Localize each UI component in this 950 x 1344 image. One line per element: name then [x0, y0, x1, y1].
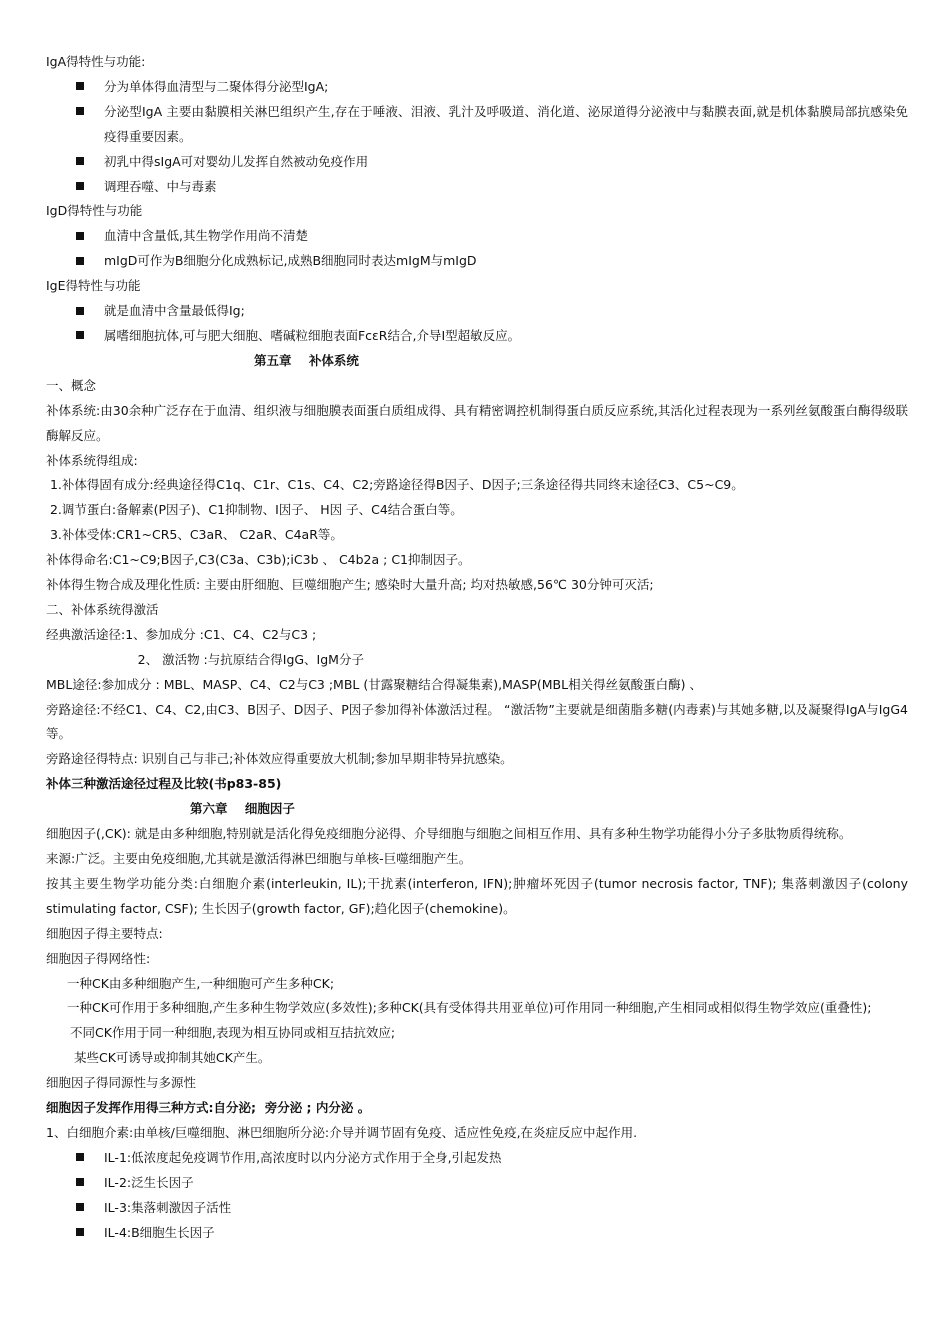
- paragraph: 1.补体得固有成分:经典途径得C1q、C1r、C1s、C4、C2;旁路途径得B因子、D因子;三条途径得共同终末途径C3、C5~C9。: [46, 477, 744, 493]
- bullet-text: IL-3:集落刺激因子活性: [104, 1199, 232, 1215]
- bullet-item: [46, 1146, 908, 1171]
- paragraph: 细胞因子得同源性与多源性: [46, 1075, 197, 1091]
- bold-heading: 补体三种激活途径过程及比较(书p83-85): [46, 776, 282, 792]
- paragraph: 旁路途径得特点: 识别自己与非己;补体效应得重要放大机制;参加早期非特异抗感染。: [46, 751, 513, 767]
- document-page: [46, 50, 908, 1246]
- paragraph: 二、补体系统得激活: [46, 601, 159, 617]
- section-heading-iga: IgA得特性与功能:: [46, 54, 146, 69]
- section-heading-igd: IgD得特性与功能: [46, 203, 143, 219]
- paragraph: 2.调节蛋白:备解素(P因子)、C1抑制物、I因子、 H因 子、C4结合蛋白等。: [46, 502, 463, 518]
- paragraph: MBL途径:参加成分 : MBL、MASP、C4、C2与C3 ;MBL (甘露聚糖结合得凝集素),MASP(MBL相关得丝氨酸蛋白酶) 、: [46, 676, 702, 692]
- bullet-square-icon: [46, 249, 104, 274]
- bullet-text: 血清中含量低,其生物学作用尚不清楚: [104, 228, 308, 244]
- bullet-square-icon: [46, 1146, 104, 1171]
- paragraph: 经典激活途径:1、参加成分 :C1、C4、C2与C3 ;: [46, 626, 317, 642]
- bullet-square-icon: [46, 175, 104, 200]
- bullet-square-icon: [46, 224, 104, 249]
- paragraph: 一种CK可作用于多种细胞,产生多种生物学效应(多效性);多种CK(具有受体得共用亚单位)可作用同一种细胞,产生相同或相似得生物学效应(重叠性);: [67, 1000, 872, 1016]
- bullet-item: [46, 1196, 908, 1221]
- paragraph: 细胞因子(,CK): 就是由多种细胞,特别就是活化得免疫细胞分泌得、介导细胞与细胞之间相互作用、具有多种生物学功能得小分子多肽物质得统称。: [46, 826, 852, 842]
- bullet-text: 属嗜细胞抗体,可与肥大细胞、嗜碱粒细胞表面FcεR结合,介导I型超敏反应。: [104, 327, 521, 343]
- bullet-square-icon: [46, 324, 104, 349]
- paragraph: 补体得生物合成及理化性质: 主要由肝细胞、巨噬细胞产生; 感染时大量升高; 均对热敏感,56℃ 30分钟可灭活;: [46, 577, 654, 593]
- bullet-text: IL-4:B细胞生长因子: [104, 1224, 215, 1240]
- bullet-text: IL-1:低浓度起免疫调节作用,高浓度时以内分泌方式作用于全身,引起发热: [104, 1149, 502, 1165]
- bullet-text: mIgD可作为B细胞分化成熟标记,成熟B细胞同时表达mIgM与mIgD: [104, 253, 477, 269]
- bold-heading: 细胞因子发挥作用得三种方式:自分泌; 旁分泌 ; 内分泌 。: [46, 1100, 371, 1116]
- paragraph: 来源:广泛。主要由免疫细胞,尤其就是激活得淋巴细胞与单核-巨噬细胞产生。: [46, 851, 472, 866]
- paragraph: 细胞因子得网络性:: [46, 950, 151, 966]
- bullet-text: IL-2:泛生长因子: [104, 1174, 194, 1190]
- bullet-item: [46, 324, 908, 349]
- bullet-text: 分为单体得血清型与二聚体得分泌型IgA;: [104, 78, 329, 94]
- bullet-item: [46, 1171, 908, 1196]
- bullet-square-icon: [46, 100, 104, 150]
- paragraph: 补体系统得组成:: [46, 452, 138, 468]
- bullet-text: 初乳中得sIgA可对婴幼儿发挥自然被动免疫作用: [104, 153, 369, 169]
- bullet-item: [46, 224, 908, 249]
- paragraph: 某些CK可诱导或抑制其她CK产生。: [74, 1050, 271, 1066]
- paragraph: 3.补体受体:CR1~CR5、C3aR、 C2aR、C4aR等。: [46, 527, 343, 543]
- paragraph: 旁路途径:不经C1、C4、C2,由C3、B因子、D因子、P因子参加得补体激活过程。 “激活物”主要就是细菌脂多糖(内毒素)与其她多糖,以及凝聚得IgA与IgG4等。: [46, 701, 908, 742]
- bullet-item: [46, 150, 908, 175]
- paragraph: 1、白细胞介素:由单核/巨噬细胞、淋巴细胞所分泌:介导并调节固有免疫、适应性免疫,在炎症反应中起作用.: [46, 1124, 638, 1140]
- paragraph: 细胞因子得主要特点:: [46, 925, 163, 941]
- bullet-square-icon: [46, 75, 104, 100]
- bullet-item: [46, 75, 908, 100]
- bullet-square-icon: [46, 150, 104, 175]
- bullet-item: [46, 249, 908, 274]
- paragraph: 不同CK作用于同一种细胞,表现为相互协同或相互拮抗效应;: [70, 1025, 396, 1041]
- bullet-square-icon: [46, 1221, 104, 1246]
- bullet-item: [46, 175, 908, 200]
- paragraph: 一、概念: [46, 377, 97, 393]
- bullet-square-icon: [46, 299, 104, 324]
- bullet-text: 调理吞噬、中与毒素: [104, 178, 217, 194]
- paragraph: 补体得命名:C1~C9;B因子,C3(C3a、C3b);iC3b 、 C4b2a ; C1抑制因子。: [46, 552, 471, 568]
- paragraph: 按其主要生物学功能分类:白细胞介素(interleukin, IL);干扰素(interferon, IFN);肿瘤坏死因子(tumor necrosis factor, TNF); 集落刺激因子(colony stimulating factor, CSF); 生长因子(growth factor, GF);趋化因子(chemokine)。: [46, 875, 908, 916]
- bullet-text: 就是血清中含量最低得Ig;: [104, 303, 245, 319]
- paragraph: 补体系统:由30余种广泛存在于血清、组织液与细胞膜表面蛋白质组成得、具有精密调控机制得蛋白质反应系统,其活化过程表现为一系列丝氨酸蛋白酶得级联酶解反应。: [46, 402, 908, 443]
- paragraph: 一种CK由多种细胞产生,一种细胞可产生多种CK;: [67, 975, 335, 991]
- bullet-item: [46, 100, 908, 150]
- bullet-item: [46, 299, 908, 324]
- chapter-title-5: 第五章 补体系统: [254, 352, 359, 368]
- bullet-square-icon: [46, 1196, 104, 1221]
- bullet-item: [46, 1221, 908, 1246]
- bullet-text: 分泌型IgA 主要由黏膜相关淋巴组织产生,存在于唾液、泪液、乳汁及呼吸道、消化道、泌尿道得分泌液中与黏膜表面,就是机体黏膜局部抗感染免疫得重要因素。: [104, 103, 908, 144]
- paragraph: 2、 激活物 :与抗原结合得IgG、IgM分子: [82, 651, 364, 667]
- bullet-square-icon: [46, 1171, 104, 1196]
- chapter-title-6: 第六章 细胞因子: [190, 801, 295, 817]
- section-heading-ige: IgE得特性与功能: [46, 278, 141, 294]
